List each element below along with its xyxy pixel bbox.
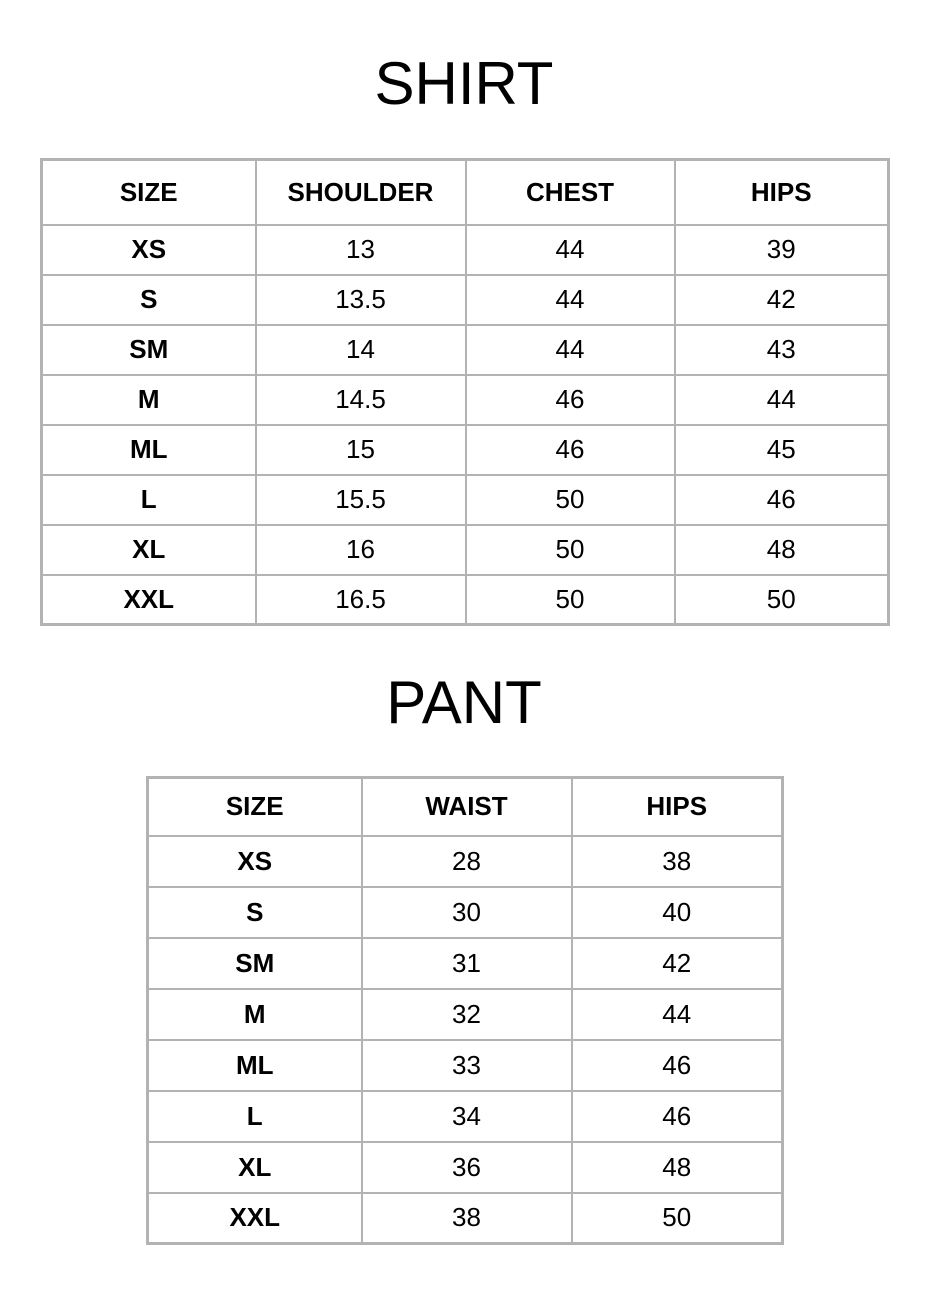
chest-cell: 50 [466,525,675,575]
table-row [148,938,783,989]
shoulder-cell: 13.5 [256,275,466,325]
waist-cell: 33 [362,1040,572,1091]
waist-cell: 32 [362,989,572,1040]
table-row [42,425,889,475]
chest-cell: 50 [466,575,675,625]
chest-cell: 44 [466,275,675,325]
hips-cell: 44 [675,375,889,425]
shoulder-cell: 16 [256,525,466,575]
waist-cell: 38 [362,1193,572,1244]
hips-cell: 43 [675,325,889,375]
hips-cell: 46 [675,475,889,525]
table-row [42,375,889,425]
size-cell: XXL [148,1193,362,1244]
waist-cell: 36 [362,1142,572,1193]
hips-cell: 50 [675,575,889,625]
shirt-section-title: SHIRT [374,50,554,117]
table-row [148,1193,783,1244]
hips-cell: 50 [572,1193,783,1244]
size-cell: XS [42,225,256,275]
shoulder-cell: 14.5 [256,375,466,425]
hips-cell: 38 [572,836,783,887]
shoulder-cell: 13 [256,225,466,275]
hips-cell: 48 [572,1142,783,1193]
shoulder-cell: 15 [256,425,466,475]
table-header-row [148,778,783,836]
chest-cell: 50 [466,475,675,525]
chest-cell: 44 [466,325,675,375]
table-row [42,575,889,625]
waist-cell: 34 [362,1091,572,1142]
size-cell: S [42,275,256,325]
pant-size-table [146,776,784,1245]
size-cell: XL [42,525,256,575]
table-row [148,1091,783,1142]
size-cell: M [42,375,256,425]
waist-cell: 30 [362,887,572,938]
column-header-shoulder: SHOULDER [256,160,466,225]
table-row [148,887,783,938]
column-header-size: SIZE [42,160,256,225]
table-row [42,475,889,525]
hips-cell: 46 [572,1040,783,1091]
size-cell: S [148,887,362,938]
shoulder-cell: 15.5 [256,475,466,525]
size-cell: L [42,475,256,525]
table-row [148,1142,783,1193]
hips-cell: 45 [675,425,889,475]
column-header-hips: HIPS [675,160,889,225]
column-header-waist: WAIST [362,778,572,836]
column-header-chest: CHEST [466,160,675,225]
column-header-size: SIZE [148,778,362,836]
table-row [42,225,889,275]
chest-cell: 44 [466,225,675,275]
hips-cell: 39 [675,225,889,275]
chest-cell: 46 [466,425,675,475]
shirt-size-table [40,158,890,626]
table-row [148,836,783,887]
table-header-row [42,160,889,225]
size-cell: M [148,989,362,1040]
hips-cell: 48 [675,525,889,575]
size-cell: SM [42,325,256,375]
hips-cell: 42 [675,275,889,325]
hips-cell: 44 [572,989,783,1040]
size-cell: XL [148,1142,362,1193]
shoulder-cell: 14 [256,325,466,375]
table-row [42,525,889,575]
pant-section-title: PANT [386,669,542,736]
table-row [148,1040,783,1091]
size-cell: L [148,1091,362,1142]
waist-cell: 28 [362,836,572,887]
size-cell: ML [148,1040,362,1091]
column-header-hips: HIPS [572,778,783,836]
hips-cell: 40 [572,887,783,938]
size-cell: XXL [42,575,256,625]
table-row [42,275,889,325]
shoulder-cell: 16.5 [256,575,466,625]
hips-cell: 46 [572,1091,783,1142]
chest-cell: 46 [466,375,675,425]
size-cell: XS [148,836,362,887]
size-cell: SM [148,938,362,989]
waist-cell: 31 [362,938,572,989]
table-row [148,989,783,1040]
hips-cell: 42 [572,938,783,989]
table-row [42,325,889,375]
size-cell: ML [42,425,256,475]
